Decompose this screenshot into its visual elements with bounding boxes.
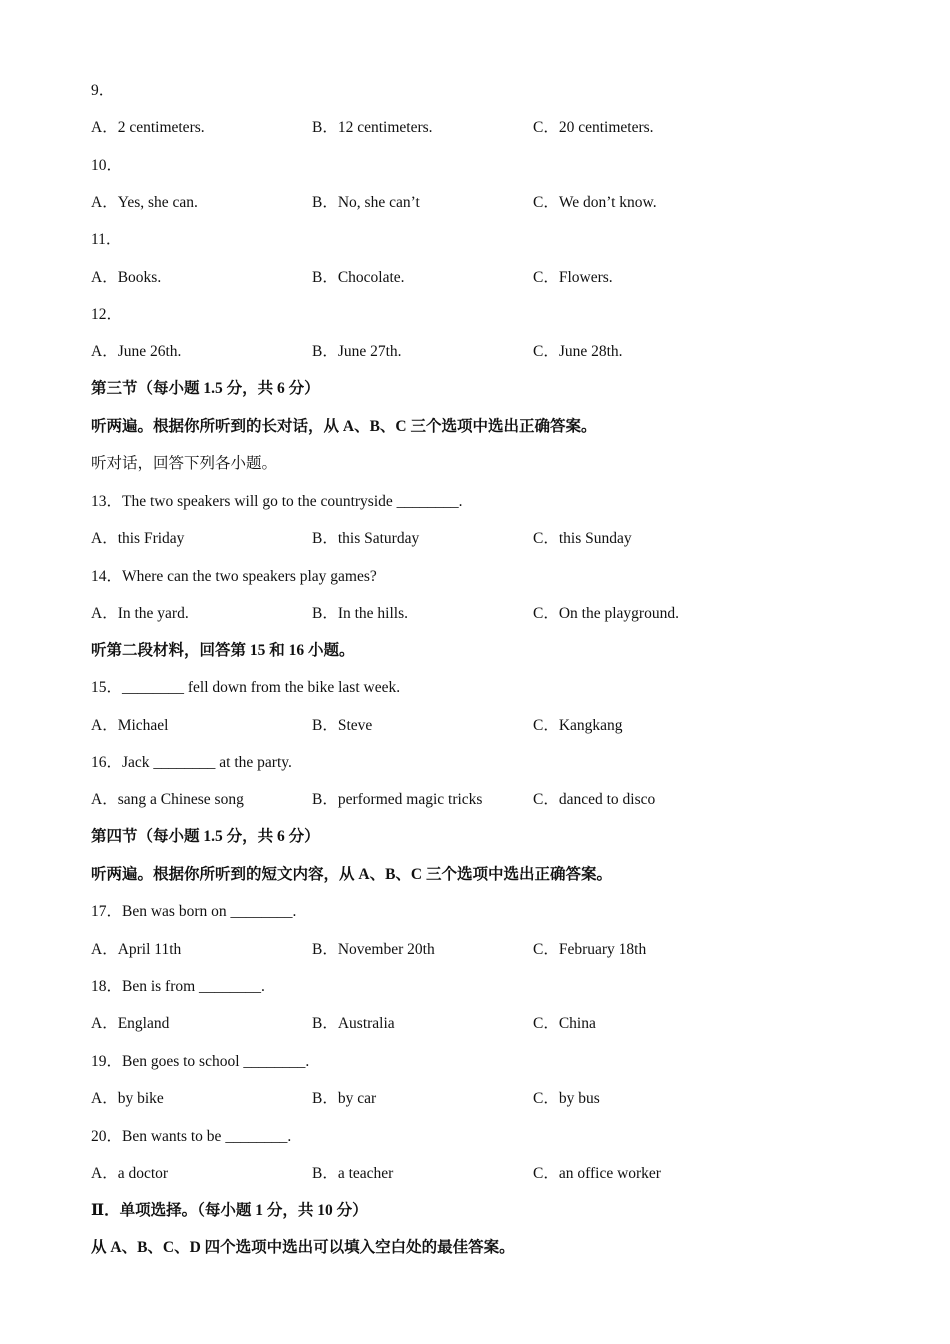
question-13-option-c: C．this Sunday	[533, 530, 632, 547]
question-12-option-a: A．June 26th.	[91, 343, 182, 360]
question-18-option-a: A．England	[91, 1015, 170, 1032]
question-14-stem: 14．Where can the two speakers play games?	[91, 568, 377, 585]
question-16-stem: 16．Jack ________ at the party.	[91, 754, 292, 771]
question-12-number: 12．	[91, 306, 123, 323]
question-9-option-b: B．12 centimeters.	[312, 119, 433, 136]
question-17-stem: 17．Ben was born on ________.	[91, 903, 297, 920]
question-18-option-b: B．Australia	[312, 1015, 395, 1032]
section-4-title: 第四节（每小题 1.5 分，共 6 分）	[91, 828, 320, 845]
question-19-option-a: A．by bike	[91, 1090, 164, 1107]
question-17-option-c: C．February 18th	[533, 941, 647, 958]
question-19-option-c: C．by bus	[533, 1090, 600, 1107]
section-4-instruction: 听两遍。根据你所听到的短文内容，从 A、B、C 三个选项中选出正确答案。	[91, 866, 612, 883]
question-14-option-b: B．In the hills.	[312, 605, 409, 622]
question-15-stem: 15．________ fell down from the bike last week.	[91, 679, 401, 696]
question-9-option-c: C．20 centimeters.	[533, 119, 654, 136]
question-18-option-c: C．China	[533, 1015, 596, 1032]
question-11-option-b: B．Chocolate.	[312, 269, 405, 286]
question-13-option-a: A．this Friday	[91, 530, 185, 547]
part-2-instruction: 从 A、B、C、D 四个选项中选出可以填入空白处的最佳答案。	[91, 1239, 515, 1256]
question-16-option-a: A．sang a Chinese song	[91, 791, 244, 808]
question-14-option-c: C．On the playground.	[533, 605, 679, 622]
question-15-option-a: A．Michael	[91, 717, 169, 734]
question-15-option-c: C．Kangkang	[533, 717, 623, 734]
question-16-option-c: C．danced to disco	[533, 791, 656, 808]
section-3-subinstruction: 听对话，回答下列各小题。	[91, 455, 278, 472]
question-11-option-a: A．Books.	[91, 269, 162, 286]
question-9-option-a: A．2 centimeters.	[91, 119, 205, 136]
section-3-instruction: 听两遍。根据你所听到的长对话，从 A、B、C 三个选项中选出正确答案。	[91, 418, 597, 435]
section-3-title: 第三节（每小题 1.5 分，共 6 分）	[91, 380, 320, 397]
question-10-option-c: C．We don’t know.	[533, 194, 657, 211]
question-12-option-c: C．June 28th.	[533, 343, 623, 360]
question-20-option-b: B．a teacher	[312, 1165, 394, 1182]
question-11-number: 11．	[91, 231, 122, 248]
question-20-option-a: A．a doctor	[91, 1165, 169, 1182]
question-14-option-a: A．In the yard.	[91, 605, 189, 622]
question-13-option-b: B．this Saturday	[312, 530, 420, 547]
question-12-option-b: B．June 27th.	[312, 343, 402, 360]
question-13-stem: 13．The two speakers will go to the countryside ________.	[91, 493, 463, 510]
question-9-number: 9．	[91, 82, 115, 99]
question-20-stem: 20．Ben wants to be ________.	[91, 1128, 292, 1145]
question-17-option-b: B．November 20th	[312, 941, 435, 958]
question-20-option-c: C．an office worker	[533, 1165, 661, 1182]
question-10-option-b: B．No, she can’t	[312, 194, 420, 211]
question-10-number: 10．	[91, 157, 123, 174]
question-15-option-b: B．Steve	[312, 717, 373, 734]
question-19-stem: 19．Ben goes to school ________.	[91, 1053, 310, 1070]
material-2-note: 听第二段材料，回答第 15 和 16 小题。	[91, 642, 355, 659]
question-16-option-b: B．performed magic tricks	[312, 791, 483, 808]
part-2-title: Ⅱ．单项选择。（每小题 1 分，共 10 分）	[91, 1202, 368, 1219]
question-18-stem: 18．Ben is from ________.	[91, 978, 265, 995]
question-10-option-a: A．Yes, she can.	[91, 194, 198, 211]
question-19-option-b: B．by car	[312, 1090, 377, 1107]
question-11-option-c: C．Flowers.	[533, 269, 613, 286]
question-17-option-a: A．April 11th	[91, 941, 182, 958]
